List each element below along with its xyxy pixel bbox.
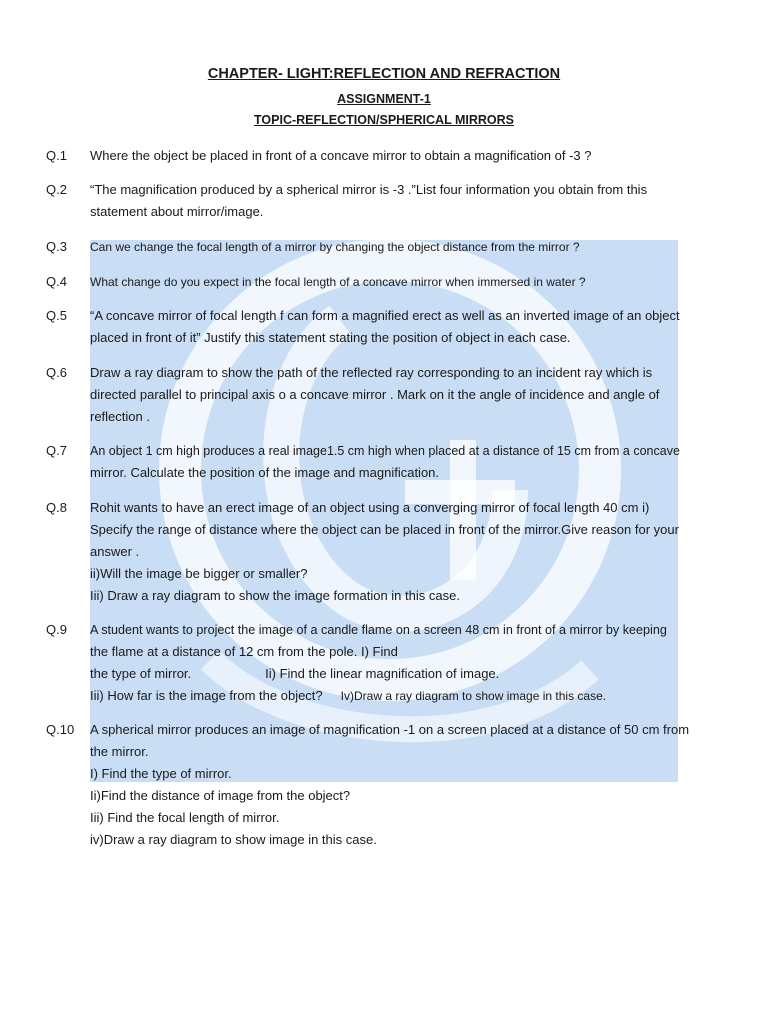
question-line: iv)Draw a ray diagram to show image in this case.	[90, 832, 377, 847]
question-line: Where the object be placed in front of a concave mirror to obtain a magnification of -3 ?	[90, 148, 592, 163]
question-line: An object 1 cm high produces a real image1.5 cm high when placed at a distance of 15 cm from a concave	[90, 444, 680, 458]
question-line: answer .	[90, 544, 140, 559]
question-line: A student wants to project the image of a candle flame on a screen 48 cm in front of a mirror by keeping	[90, 623, 667, 637]
question-number: Q.4	[46, 274, 67, 289]
question-line: ii)Will the image be bigger or smaller?	[90, 566, 308, 581]
question-line: i)	[642, 500, 650, 515]
question-line: the flame at a distance of 12 cm from the pole.	[90, 644, 358, 659]
question-line: Can we change the focal length of a mirror by changing the object distance from the mirror ?	[90, 240, 580, 254]
chapter-title: CHAPTER- LIGHT:REFLECTION AND REFRACTION	[207, 66, 561, 82]
question-line: Iii) How far is the image from the object?	[90, 688, 323, 703]
question-line: “The magnification produced by a spherical mirror is -3 .”List four information you obtain from this	[90, 182, 648, 197]
question-line: Draw a ray diagram to show the path of the reflected ray corresponding to an incident ray which is	[90, 365, 653, 380]
question-line: reflection .	[90, 409, 150, 424]
question-number: Q.6	[46, 365, 67, 380]
question-line: What change do you expect in the focal length of a concave mirror when immersed in water ?	[90, 275, 586, 289]
question-number: Q.2	[46, 182, 67, 197]
question-number: Q.9	[46, 622, 67, 637]
question-number: Q.7	[46, 443, 67, 458]
question-line: Iii) Draw a ray diagram to show the image formation in this case.	[90, 588, 460, 603]
question-line: Specify the range of distance where the object can be placed in front of the mirror.Give reason for your	[90, 522, 679, 537]
question-line: mirror. Calculate the position of the image and magnification.	[90, 465, 440, 480]
question-line: Ii) Find the linear magnification of image.	[265, 666, 500, 681]
question-number: Q.10	[46, 722, 75, 737]
question-number: Q.8	[46, 500, 67, 515]
question-number: Q.3	[46, 239, 67, 254]
question-line: the type of mirror.	[90, 666, 192, 681]
question-line: Iv)Draw a ray diagram to show image in this case.	[340, 689, 607, 703]
topic-title: TOPIC-REFLECTION/SPHERICAL MIRRORS	[254, 113, 514, 127]
question-line: Ii)Find the distance of image from the object?	[90, 788, 351, 803]
question-line: I) Find the type of mirror.	[90, 766, 232, 781]
question-line: the mirror.	[90, 744, 149, 759]
question-line: placed in front of it” Justify this statement stating the position of object in each case.	[90, 330, 571, 345]
question-line: “A concave mirror of focal length f can form a magnified erect as well as an inverted image of an object	[90, 308, 680, 323]
question-line: Iii) Find the focal length of mirror.	[90, 810, 280, 825]
question-line: Rohit wants to have an erect image of an object using a converging mirror of focal length 40 cm	[90, 500, 639, 515]
assignment-title: ASSIGNMENT-1	[337, 92, 431, 106]
question-number: Q.1	[46, 148, 67, 163]
question-line: directed parallel to principal axis o a concave mirror . Mark on it the angle of incidence and angle of	[90, 387, 660, 402]
question-line: I) Find	[361, 644, 398, 659]
question-line: statement about mirror/image.	[90, 204, 264, 219]
question-number: Q.5	[46, 308, 67, 323]
question-line: A spherical mirror produces an image of magnification -1 on a screen placed at a distance of 50 cm from	[90, 722, 690, 737]
